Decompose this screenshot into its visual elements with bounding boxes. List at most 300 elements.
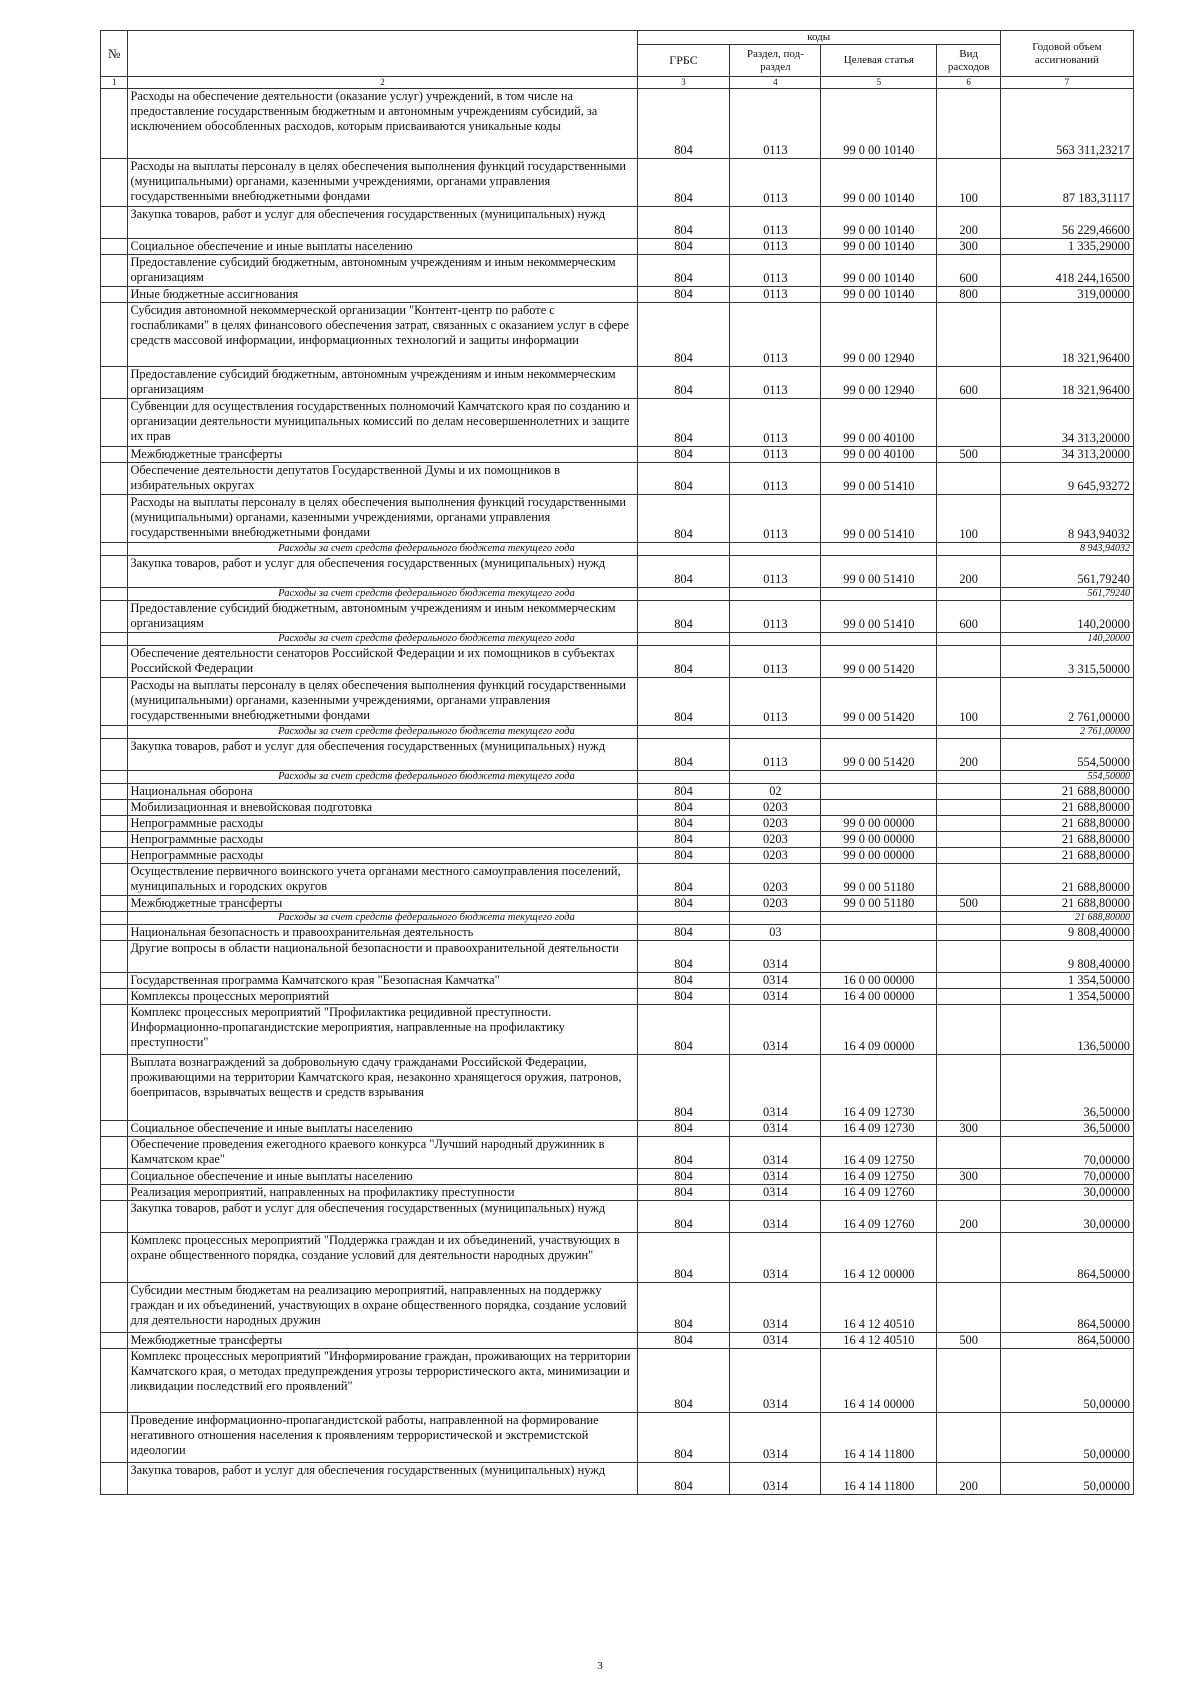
- cell-expense-type: 200: [937, 1201, 1000, 1233]
- cell-target-article: 99 0 00 51180: [821, 864, 937, 896]
- cell-sum: 70,00000: [1000, 1169, 1133, 1185]
- cell-razdel: 0203: [730, 848, 821, 864]
- cell-razdel: 0113: [730, 739, 821, 771]
- cell-expense-type: [937, 463, 1000, 495]
- cell-name: Реализация мероприятий, направленных на профилактику преступности: [128, 1185, 637, 1201]
- cell-grbs: 804: [637, 1121, 730, 1137]
- cell-name: Другие вопросы в области национальной безопасности и правоохранительной деятельности: [128, 941, 637, 973]
- cell-grbs: 804: [637, 1137, 730, 1169]
- cell-target-article: 99 0 00 10140: [821, 159, 937, 207]
- cell-razdel: 0113: [730, 646, 821, 678]
- cell-target-article: 16 4 12 40510: [821, 1333, 937, 1349]
- cell-no: [101, 1233, 128, 1283]
- cell-expense-type: 100: [937, 159, 1000, 207]
- cell-no: [101, 739, 128, 771]
- cell-target-article: 99 0 00 51180: [821, 896, 937, 912]
- cell-razdel: 0113: [730, 255, 821, 287]
- cell-razdel: 0113: [730, 367, 821, 399]
- table-row: [101, 399, 1134, 447]
- cell-expense-type: 600: [937, 255, 1000, 287]
- cell-sum: 9 808,40000: [1000, 925, 1133, 941]
- cell-no: [101, 633, 128, 646]
- cell-no: [101, 543, 128, 556]
- cell-expense-type: 100: [937, 678, 1000, 726]
- cell-no: [101, 678, 128, 726]
- cell-sum: 70,00000: [1000, 1137, 1133, 1169]
- cell-name: Комплекс процессных мероприятий "Информирование граждан, проживающих на территории Камчатского края, о методах предупреждения угрозы террористического акта, минимизации и ликвидации последствий его проявлений": [128, 1349, 637, 1413]
- cell-no: [101, 896, 128, 912]
- table-row: [101, 864, 1134, 896]
- cell-grbs: 804: [637, 89, 730, 159]
- table-row: [101, 1121, 1134, 1137]
- cell-grbs: 804: [637, 989, 730, 1005]
- cell-sum: 140,20000: [1000, 601, 1133, 633]
- cell-expense-type: [937, 832, 1000, 848]
- cell-name: Межбюджетные трансферты: [128, 1333, 637, 1349]
- cell-razdel: [730, 543, 821, 556]
- cell-sum: 561,79240: [1000, 556, 1133, 588]
- cell-grbs: 804: [637, 1005, 730, 1055]
- cell-sum: 21 688,80000: [1000, 816, 1133, 832]
- cell-name: Обеспечение деятельности сенаторов Российской Федерации и их помощников в субъектах Российской Федерации: [128, 646, 637, 678]
- cell-target-article: 99 0 00 40100: [821, 447, 937, 463]
- table-row: [101, 207, 1134, 239]
- table-row: [101, 556, 1134, 588]
- cell-razdel: 0203: [730, 896, 821, 912]
- cell-sum: 34 313,20000: [1000, 447, 1133, 463]
- cell-target-article: [821, 912, 937, 925]
- cell-target-article: 99 0 00 51410: [821, 495, 937, 543]
- table-row: [101, 816, 1134, 832]
- cell-target-article: 99 0 00 51420: [821, 739, 937, 771]
- cell-sum: 2 761,00000: [1000, 726, 1133, 739]
- cell-grbs: 804: [637, 495, 730, 543]
- cell-target-article: [821, 633, 937, 646]
- cell-target-article: 99 0 00 12940: [821, 303, 937, 367]
- header-no: №: [101, 31, 128, 77]
- cell-grbs: 804: [637, 367, 730, 399]
- cell-target-article: 16 4 14 11800: [821, 1413, 937, 1463]
- cell-grbs: 804: [637, 1413, 730, 1463]
- cell-no: [101, 588, 128, 601]
- table-row: [101, 739, 1134, 771]
- cell-target-article: 99 0 00 10140: [821, 287, 937, 303]
- cell-no: [101, 726, 128, 739]
- cell-no: [101, 941, 128, 973]
- cell-no: [101, 832, 128, 848]
- cell-name: Субсидия автономной некоммерческой организации "Контент-центр по работе с госпабликами" в целях финансового обеспечения затрат, связанных с оказанием услуг в сфере средств массовой информации, информационных технологий и защиты информации: [128, 303, 637, 367]
- table-row: [101, 800, 1134, 816]
- cell-razdel: 0203: [730, 800, 821, 816]
- cell-name: Расходы за счет средств федерального бюджета текущего года: [128, 633, 637, 646]
- table-row: [101, 1169, 1134, 1185]
- cell-sum: 18 321,96400: [1000, 367, 1133, 399]
- table-row: [101, 255, 1134, 287]
- cell-name: Комплекс процессных мероприятий "Профилактика рецидивной преступности. Информационно-пропагандистские мероприятия, направленные на профилактику преступности": [128, 1005, 637, 1055]
- cell-razdel: 0113: [730, 556, 821, 588]
- cell-expense-type: [937, 1055, 1000, 1121]
- cell-no: [101, 864, 128, 896]
- cell-expense-type: 300: [937, 1169, 1000, 1185]
- cell-no: [101, 1121, 128, 1137]
- cell-no: [101, 1349, 128, 1413]
- cell-no: [101, 463, 128, 495]
- cell-no: [101, 287, 128, 303]
- col-num-7: 7: [1000, 77, 1133, 89]
- cell-razdel: 0314: [730, 989, 821, 1005]
- cell-no: [101, 912, 128, 925]
- cell-target-article: 99 0 00 51410: [821, 556, 937, 588]
- cell-grbs: 804: [637, 678, 730, 726]
- cell-expense-type: [937, 1413, 1000, 1463]
- table-row: [101, 303, 1134, 367]
- cell-grbs: 804: [637, 739, 730, 771]
- cell-name: Закупка товаров, работ и услуг для обеспечения государственных (муниципальных) нужд: [128, 739, 637, 771]
- cell-razdel: 0314: [730, 1413, 821, 1463]
- cell-razdel: 0113: [730, 287, 821, 303]
- cell-name: Непрограммные расходы: [128, 816, 637, 832]
- cell-name: Социальное обеспечение и иные выплаты населению: [128, 239, 637, 255]
- cell-grbs: 804: [637, 832, 730, 848]
- table-row-federal-note: [101, 912, 1134, 925]
- cell-name: Непрограммные расходы: [128, 832, 637, 848]
- cell-target-article: [821, 726, 937, 739]
- cell-grbs: 804: [637, 646, 730, 678]
- cell-target-article: [821, 784, 937, 800]
- cell-razdel: 0314: [730, 1233, 821, 1283]
- cell-no: [101, 1169, 128, 1185]
- cell-name: Расходы на выплаты персоналу в целях обеспечения выполнения функций государственными (муниципальными) органами, казенными учреждениями, органами управления государственными внебюджетными фондами: [128, 159, 637, 207]
- cell-grbs: 804: [637, 784, 730, 800]
- cell-name: Расходы на выплаты персоналу в целях обеспечения выполнения функций государственными (муниципальными) органами, казенными учреждениями, органами управления государственными внебюджетными фондами: [128, 495, 637, 543]
- cell-grbs: 804: [637, 255, 730, 287]
- cell-grbs: 804: [637, 816, 730, 832]
- cell-grbs: [637, 633, 730, 646]
- cell-target-article: 99 0 00 12940: [821, 367, 937, 399]
- cell-razdel: 0314: [730, 1121, 821, 1137]
- table-row: [101, 1349, 1134, 1413]
- cell-target-article: [821, 800, 937, 816]
- cell-target-article: 99 0 00 10140: [821, 207, 937, 239]
- cell-target-article: [821, 543, 937, 556]
- cell-target-article: 16 4 12 40510: [821, 1283, 937, 1333]
- cell-razdel: 0203: [730, 816, 821, 832]
- cell-name: Обеспечение деятельности депутатов Государственной Думы и их помощников в избирательных округах: [128, 463, 637, 495]
- cell-grbs: 804: [637, 973, 730, 989]
- cell-grbs: 804: [637, 1185, 730, 1201]
- cell-sum: 50,00000: [1000, 1349, 1133, 1413]
- cell-name: Расходы за счет средств федерального бюджета текущего года: [128, 543, 637, 556]
- cell-expense-type: 200: [937, 556, 1000, 588]
- col-num-4: 4: [730, 77, 821, 89]
- cell-no: [101, 447, 128, 463]
- cell-razdel: 0314: [730, 1201, 821, 1233]
- cell-expense-type: [937, 816, 1000, 832]
- cell-razdel: 02: [730, 784, 821, 800]
- table-row: [101, 463, 1134, 495]
- table-row: [101, 89, 1134, 159]
- cell-expense-type: [937, 646, 1000, 678]
- cell-name: Национальная безопасность и правоохранительная деятельность: [128, 925, 637, 941]
- cell-no: [101, 1055, 128, 1121]
- cell-expense-type: [937, 1349, 1000, 1413]
- cell-name: Расходы на обеспечение деятельности (оказание услуг) учреждений, в том числе на предоставление государственным бюджетным и автономным учреждениям субсидий, за исключением обособленных расходов, которым присваиваются уникальные коды: [128, 89, 637, 159]
- cell-expense-type: 100: [937, 495, 1000, 543]
- table-row-federal-note: [101, 726, 1134, 739]
- cell-sum: 418 244,16500: [1000, 255, 1133, 287]
- cell-target-article: [821, 771, 937, 784]
- cell-expense-type: 200: [937, 207, 1000, 239]
- cell-sum: 50,00000: [1000, 1413, 1133, 1463]
- cell-no: [101, 159, 128, 207]
- cell-razdel: 0113: [730, 495, 821, 543]
- table-row: [101, 1005, 1134, 1055]
- cell-expense-type: 600: [937, 367, 1000, 399]
- cell-expense-type: 300: [937, 1121, 1000, 1137]
- table-row: [101, 367, 1134, 399]
- cell-expense-type: [937, 800, 1000, 816]
- cell-expense-type: [937, 1185, 1000, 1201]
- table-row: [101, 989, 1134, 1005]
- cell-target-article: 99 0 00 51420: [821, 678, 937, 726]
- cell-name: Государственная программа Камчатского края "Безопасная Камчатка": [128, 973, 637, 989]
- table-row: [101, 646, 1134, 678]
- table-row: [101, 941, 1134, 973]
- cell-target-article: 99 0 00 40100: [821, 399, 937, 447]
- cell-sum: 34 313,20000: [1000, 399, 1133, 447]
- cell-sum: 1 354,50000: [1000, 973, 1133, 989]
- cell-no: [101, 646, 128, 678]
- cell-sum: 554,50000: [1000, 771, 1133, 784]
- cell-expense-type: 600: [937, 601, 1000, 633]
- cell-target-article: 99 0 00 00000: [821, 848, 937, 864]
- col-num-3: 3: [637, 77, 730, 89]
- cell-sum: 56 229,46600: [1000, 207, 1133, 239]
- cell-name: Субсидии местным бюджетам на реализацию мероприятий, направленных на поддержку граждан и их объединений, участвующих в охране общественного порядка, создание условий для деятельности народных дружин: [128, 1283, 637, 1333]
- cell-no: [101, 800, 128, 816]
- cell-razdel: 0314: [730, 941, 821, 973]
- cell-razdel: [730, 771, 821, 784]
- cell-target-article: 99 0 00 10140: [821, 255, 937, 287]
- budget-table: [100, 30, 1134, 1495]
- cell-name: Комплекс процессных мероприятий "Поддержка граждан и их объединений, участвующих в охране общественного порядка, создание условий для деятельности народных дружин": [128, 1233, 637, 1283]
- cell-no: [101, 973, 128, 989]
- table-row: [101, 678, 1134, 726]
- cell-sum: 554,50000: [1000, 739, 1133, 771]
- col-num-2: 2: [128, 77, 637, 89]
- cell-target-article: 99 0 00 10140: [821, 89, 937, 159]
- cell-razdel: 0314: [730, 1005, 821, 1055]
- header-name: [128, 31, 637, 77]
- cell-expense-type: [937, 633, 1000, 646]
- cell-target-article: 16 0 00 00000: [821, 973, 937, 989]
- cell-razdel: [730, 633, 821, 646]
- cell-razdel: [730, 726, 821, 739]
- cell-grbs: [637, 543, 730, 556]
- cell-razdel: 0314: [730, 1333, 821, 1349]
- cell-target-article: 99 0 00 51420: [821, 646, 937, 678]
- cell-sum: 87 183,31117: [1000, 159, 1133, 207]
- cell-expense-type: [937, 771, 1000, 784]
- cell-expense-type: 500: [937, 896, 1000, 912]
- cell-grbs: 804: [637, 1169, 730, 1185]
- cell-expense-type: [937, 89, 1000, 159]
- table-row: [101, 784, 1134, 800]
- cell-grbs: 804: [637, 1055, 730, 1121]
- cell-target-article: [821, 941, 937, 973]
- cell-target-article: 99 0 00 51410: [821, 463, 937, 495]
- header-grbs: ГРБС: [637, 45, 730, 77]
- cell-razdel: 0113: [730, 159, 821, 207]
- cell-sum: 9 645,93272: [1000, 463, 1133, 495]
- cell-grbs: [637, 588, 730, 601]
- cell-expense-type: [937, 588, 1000, 601]
- cell-grbs: 804: [637, 925, 730, 941]
- cell-grbs: 804: [637, 800, 730, 816]
- cell-expense-type: [937, 989, 1000, 1005]
- cell-expense-type: [937, 784, 1000, 800]
- table-row: [101, 601, 1134, 633]
- cell-expense-type: [937, 303, 1000, 367]
- cell-no: [101, 255, 128, 287]
- cell-grbs: 804: [637, 1201, 730, 1233]
- cell-razdel: 0113: [730, 447, 821, 463]
- cell-no: [101, 1463, 128, 1495]
- cell-sum: 21 688,80000: [1000, 896, 1133, 912]
- table-row: [101, 447, 1134, 463]
- cell-no: [101, 303, 128, 367]
- cell-grbs: 804: [637, 239, 730, 255]
- cell-no: [101, 848, 128, 864]
- cell-expense-type: [937, 925, 1000, 941]
- cell-no: [101, 239, 128, 255]
- cell-sum: 30,00000: [1000, 1201, 1133, 1233]
- cell-no: [101, 1283, 128, 1333]
- cell-expense-type: [937, 973, 1000, 989]
- cell-razdel: 0314: [730, 973, 821, 989]
- cell-razdel: 0113: [730, 678, 821, 726]
- cell-razdel: [730, 912, 821, 925]
- cell-name: Закупка товаров, работ и услуг для обеспечения государственных (муниципальных) нужд: [128, 556, 637, 588]
- cell-no: [101, 1201, 128, 1233]
- cell-grbs: 804: [637, 1349, 730, 1413]
- cell-sum: 563 311,23217: [1000, 89, 1133, 159]
- cell-no: [101, 601, 128, 633]
- header-razdel: Раздел, под-раздел: [730, 45, 821, 77]
- table-row-federal-note: [101, 633, 1134, 646]
- cell-name: Выплата вознаграждений за добровольную сдачу гражданами Российской Федерации, проживающими на территории Камчатского края, незаконно хранящегося оружия, патронов, боеприпасов, взрывчатых веществ и средств взрывания: [128, 1055, 637, 1121]
- cell-no: [101, 89, 128, 159]
- table-row: [101, 1055, 1134, 1121]
- cell-razdel: 0113: [730, 601, 821, 633]
- cell-target-article: [821, 925, 937, 941]
- cell-sum: 561,79240: [1000, 588, 1133, 601]
- cell-no: [101, 1413, 128, 1463]
- cell-sum: 21 688,80000: [1000, 912, 1133, 925]
- cell-name: Комплексы процессных мероприятий: [128, 989, 637, 1005]
- cell-target-article: 16 4 09 12730: [821, 1055, 937, 1121]
- cell-grbs: 804: [637, 303, 730, 367]
- cell-sum: 864,50000: [1000, 1333, 1133, 1349]
- cell-name: Иные бюджетные ассигнования: [128, 287, 637, 303]
- cell-grbs: 804: [637, 159, 730, 207]
- cell-no: [101, 1137, 128, 1169]
- cell-sum: 18 321,96400: [1000, 303, 1133, 367]
- cell-sum: 864,50000: [1000, 1283, 1133, 1333]
- cell-expense-type: [937, 399, 1000, 447]
- cell-sum: 864,50000: [1000, 1233, 1133, 1283]
- cell-name: Субвенции для осуществления государственных полномочий Камчатского края по созданию и организации деятельности муниципальных комиссий по делам несовершеннолетних и защите их прав: [128, 399, 637, 447]
- cell-razdel: 0113: [730, 89, 821, 159]
- cell-no: [101, 367, 128, 399]
- cell-expense-type: 300: [937, 239, 1000, 255]
- cell-sum: 8 943,94032: [1000, 543, 1133, 556]
- cell-target-article: 16 4 09 12760: [821, 1201, 937, 1233]
- cell-target-article: 99 0 00 00000: [821, 832, 937, 848]
- cell-sum: 2 761,00000: [1000, 678, 1133, 726]
- cell-name: Расходы за счет средств федерального бюджета текущего года: [128, 588, 637, 601]
- cell-grbs: 804: [637, 463, 730, 495]
- header-codes: коды: [637, 31, 1000, 45]
- cell-sum: 136,50000: [1000, 1005, 1133, 1055]
- cell-sum: 50,00000: [1000, 1463, 1133, 1495]
- cell-grbs: 804: [637, 864, 730, 896]
- cell-expense-type: [937, 1233, 1000, 1283]
- cell-no: [101, 1333, 128, 1349]
- cell-name: Осуществление первичного воинского учета органами местного самоуправления поселений, муниципальных и городских округов: [128, 864, 637, 896]
- header-sum: Годовой объем ассигнований: [1000, 31, 1133, 77]
- table-row: [101, 1201, 1134, 1233]
- cell-name: Предоставление субсидий бюджетным, автономным учреждениям и иным некоммерческим организациям: [128, 367, 637, 399]
- cell-sum: 36,50000: [1000, 1055, 1133, 1121]
- table-row: [101, 495, 1134, 543]
- table-row: [101, 239, 1134, 255]
- cell-razdel: 0314: [730, 1185, 821, 1201]
- cell-name: Расходы на выплаты персоналу в целях обеспечения выполнения функций государственными (муниципальными) органами, казенными учреждениями, органами управления государственными внебюджетными фондами: [128, 678, 637, 726]
- cell-expense-type: [937, 1283, 1000, 1333]
- cell-sum: 319,00000: [1000, 287, 1133, 303]
- table-row: [101, 1283, 1134, 1333]
- table-row: [101, 973, 1134, 989]
- table-row: [101, 848, 1134, 864]
- cell-sum: 9 808,40000: [1000, 941, 1133, 973]
- cell-target-article: 16 4 14 11800: [821, 1463, 937, 1495]
- table-row: [101, 1413, 1134, 1463]
- header-column-numbers: [101, 77, 1134, 89]
- cell-grbs: [637, 771, 730, 784]
- cell-grbs: 804: [637, 896, 730, 912]
- cell-grbs: 804: [637, 447, 730, 463]
- budget-table-sheet: [100, 30, 1134, 1495]
- cell-expense-type: 200: [937, 1463, 1000, 1495]
- cell-expense-type: 200: [937, 739, 1000, 771]
- cell-name: Предоставление субсидий бюджетным, автономным учреждениям и иным некоммерческим организациям: [128, 255, 637, 287]
- cell-grbs: 804: [637, 848, 730, 864]
- cell-grbs: [637, 726, 730, 739]
- cell-sum: 1 354,50000: [1000, 989, 1133, 1005]
- cell-name: Закупка товаров, работ и услуг для обеспечения государственных (муниципальных) нужд: [128, 1201, 637, 1233]
- cell-grbs: 804: [637, 556, 730, 588]
- cell-no: [101, 784, 128, 800]
- cell-sum: 21 688,80000: [1000, 784, 1133, 800]
- table-row: [101, 925, 1134, 941]
- cell-razdel: [730, 588, 821, 601]
- cell-sum: 1 335,29000: [1000, 239, 1133, 255]
- cell-expense-type: [937, 848, 1000, 864]
- table-row: [101, 1233, 1134, 1283]
- cell-target-article: 99 0 00 00000: [821, 816, 937, 832]
- cell-name: Проведение информационно-пропагандистской работы, направленной на формирование негативного отношения населения к проявлениям террористической и экстремистской идеологии: [128, 1413, 637, 1463]
